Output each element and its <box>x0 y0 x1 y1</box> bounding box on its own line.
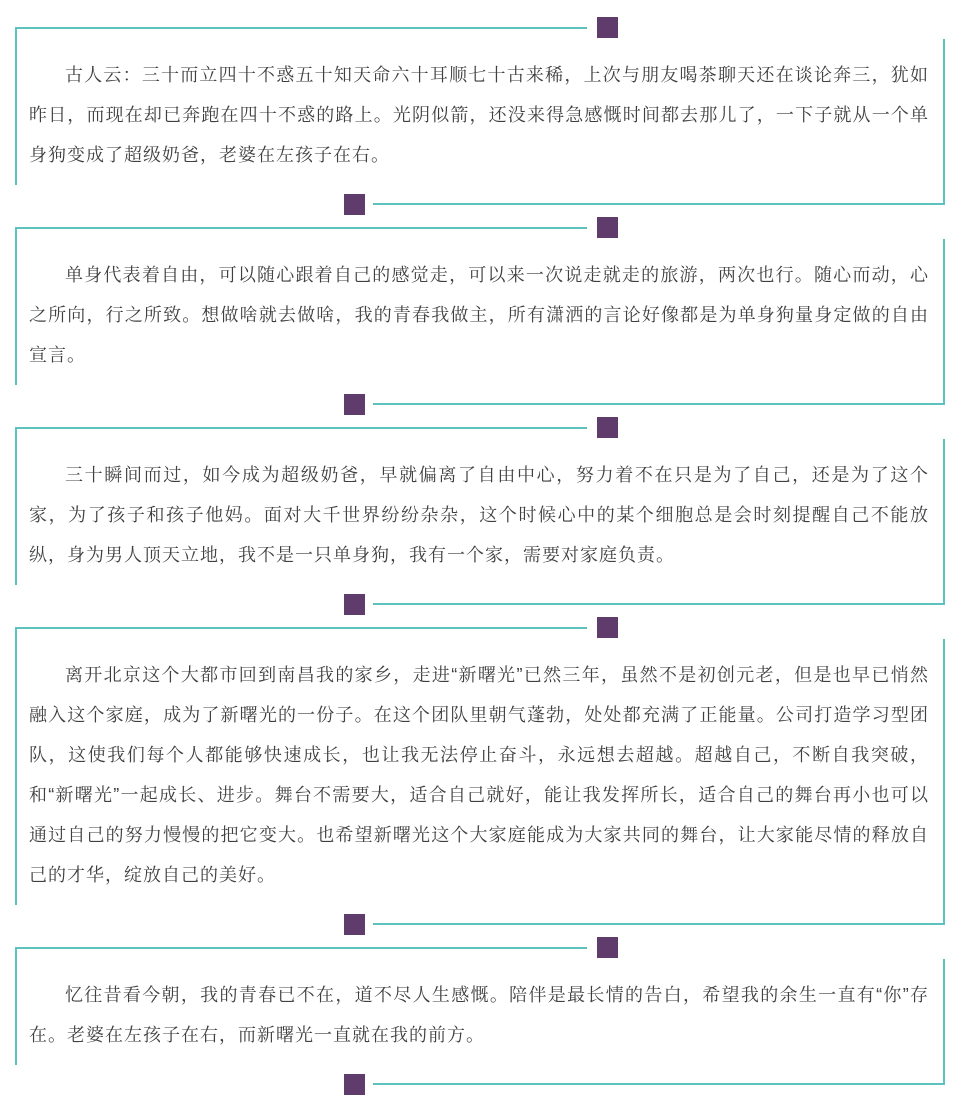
card-left-border-line <box>15 427 17 585</box>
article-card-5 <box>15 947 945 1085</box>
card-bottom-accent-square <box>344 1074 365 1095</box>
card-top-border-line <box>15 947 587 949</box>
card-left-border-line <box>15 227 17 385</box>
card-left-border-line <box>15 947 17 1065</box>
card-bottom-border-line <box>373 203 945 205</box>
card-top-accent-square <box>597 17 618 38</box>
card-bottom-border-line <box>373 603 945 605</box>
card-left-border-line <box>15 27 17 185</box>
card-bottom-accent-square <box>344 394 365 415</box>
card-top-accent-square <box>597 937 618 958</box>
card-right-border-line <box>943 39 945 205</box>
card-right-border-line <box>943 439 945 605</box>
card-right-border-line <box>943 959 945 1085</box>
card-top-border-line <box>15 227 587 229</box>
article-card-2 <box>15 227 945 405</box>
card-top-border-line <box>15 427 587 429</box>
paragraph-text: 单身代表着自由，可以随心跟着自己的感觉走，可以来一次说走就走的旅游，两次也行。随心而动，心之所向，行之所致。想做啥就去做啥，我的青春我做主，所有潇洒的言论好像都是为单身狗量身定做的自由宣言。 <box>29 265 929 365</box>
card-bottom-border-line <box>373 923 945 925</box>
card-bottom-accent-square <box>344 914 365 935</box>
card-top-accent-square <box>597 417 618 438</box>
card-top-accent-square <box>597 617 618 638</box>
card-left-border-line <box>15 627 17 905</box>
card-bottom-border-line <box>373 1083 945 1085</box>
article-card-4 <box>15 627 945 925</box>
card-bottom-border-line <box>373 403 945 405</box>
card-bottom-accent-square <box>344 594 365 615</box>
article-card-3 <box>15 427 945 605</box>
paragraph-text: 古人云：三十而立四十不惑五十知天命六十耳顺七十古来稀，上次与朋友喝茶聊天还在谈论奔三，犹如昨日，而现在却已奔跑在四十不惑的路上。光阴似箭，还没来得急感慨时间都去那儿了，一下子就从一个单身狗变成了超级奶爸，老婆在左孩子在右。 <box>29 65 929 165</box>
card-right-border-line <box>943 239 945 405</box>
card-top-border-line <box>15 27 587 29</box>
paragraph-text: 三十瞬间而过，如今成为超级奶爸，早就偏离了自由中心，努力着不在只是为了自己，还是为了这个家，为了孩子和孩子他妈。面对大千世界纷纷杂杂，这个时候心中的某个细胞总是会时刻提醒自己不能放纵，身为男人顶天立地，我不是一只单身狗，我有一个家，需要对家庭负责。 <box>29 465 929 565</box>
paragraph-text: 忆往昔看今朝，我的青春已不在，道不尽人生感慨。陪伴是最长情的告白，希望我的余生一直有“你”存在。老婆在左孩子在右，而新曙光一直就在我的前方。 <box>29 985 929 1045</box>
paragraph-text: 离开北京这个大都市回到南昌我的家乡，走进“新曙光”已然三年，虽然不是初创元老，但是也早已悄然融入这个家庭，成为了新曙光的一份子。在这个团队里朝气蓬勃，处处都充满了正能量。公司打造学习型团队，这使我们每个人都能够快速成长，也让我无法停止奋斗，永远想去超越。超越自己，不断自我突破，和“新曙光”一起成长、进步。舞台不需要大，适合自己就好，能让我发挥所长，适合自己的舞台再小也可以通过自己的努力慢慢的把它变大。也希望新曙光这个大家庭能成为大家共同的舞台，让大家能尽情的释放自己的才华，绽放自己的美好。 <box>29 665 929 885</box>
card-top-border-line <box>15 627 587 629</box>
card-top-accent-square <box>597 217 618 238</box>
card-bottom-accent-square <box>344 194 365 215</box>
article-card-1 <box>15 27 945 205</box>
card-right-border-line <box>943 639 945 925</box>
